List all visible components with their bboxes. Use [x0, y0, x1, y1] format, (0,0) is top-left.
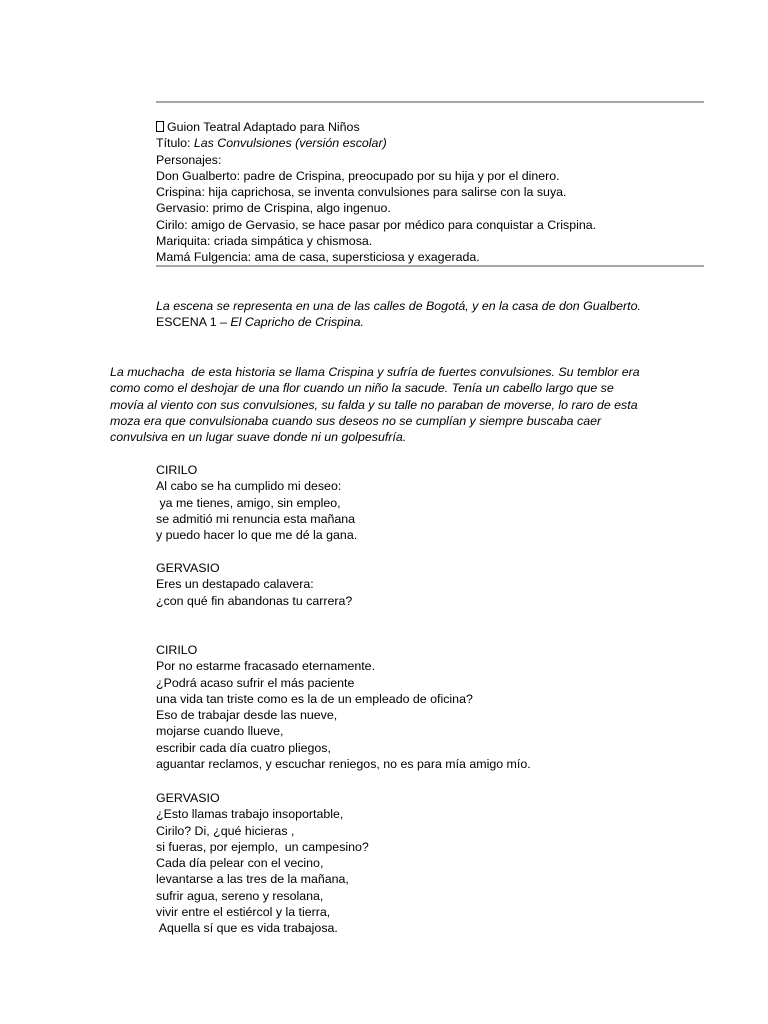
narration-line: como como el deshojar de una flor cuando un niño la sacude. Tenía un cabello largo que se — [110, 381, 614, 396]
dialogue-line: ya me tienes, amigo, sin empleo, — [156, 495, 341, 510]
dialogue-line: si fueras, por ejemplo, un campesino? — [156, 839, 369, 854]
dialogue-line: ¿Esto llamas trabajo insoportable, — [156, 807, 344, 822]
scene-block — [156, 298, 641, 331]
doc-title: Guion Teatral Adaptado para Niños — [156, 119, 596, 135]
narration-line: movía al viento con sus convulsiones, su falda y su talle no paraban de moverse, lo raro de esta — [110, 397, 638, 412]
dialogue-line: ¿Podrá acaso sufrir el más paciente — [156, 675, 355, 690]
narration-line: La muchacha de esta historia se llama Crispina y sufría de fuertes convulsiones. Su temblor era — [110, 365, 640, 379]
dialogue-cirilo-2 — [156, 642, 531, 772]
character-item: Don Gualberto: padre de Crispina, preocupado por su hija y por el dinero. — [156, 168, 560, 183]
dialogue-line: Cada día pelear con el vecino, — [156, 856, 324, 871]
scene-heading: ESCENA 1 – El Capricho de Crispina. — [156, 315, 364, 330]
dialogue-line: Por no estarme fracasado eternamente. — [156, 659, 376, 674]
header-block — [156, 119, 596, 266]
dialogue-line: aguantar reclamos, y escuchar reniegos, no es para mía amigo mío. — [156, 757, 531, 772]
dialogue-line: Al cabo se ha cumplido mi deseo: — [156, 479, 342, 494]
dialogue-line: levantarse a las tres de la mañana, — [156, 872, 349, 887]
titulo-value: Las Convulsiones (versión escolar) — [193, 136, 387, 151]
titulo-line: Título: Las Convulsiones (versión escolar) — [156, 136, 387, 151]
dialogue-line: vivir entre el estiércol y la tierra, — [156, 905, 331, 920]
scene-title: El Capricho de Crispina. — [230, 315, 364, 330]
narration-block — [110, 364, 640, 445]
speaker-name: GERVASIO — [156, 561, 220, 575]
character-item: Crispina: hija caprichosa, se inventa convulsiones para salirse con la suya. — [156, 185, 567, 200]
dialogue-line: Aquella sí que es vida trabajosa. — [156, 921, 338, 936]
character-item: Mariquita: criada simpática y chismosa. — [156, 234, 373, 249]
dialogue-line: Eres un destapado calavera: — [156, 577, 314, 592]
speaker-name: GERVASIO — [156, 791, 220, 805]
dialogue-line: Cirilo? Di, ¿qué hicieras , — [156, 823, 295, 838]
dialogue-line: se admitió mi renuncia esta mañana — [156, 511, 356, 526]
dialogue-line: y puedo hacer lo que me dé la gana. — [156, 528, 358, 543]
dialogue-line: escribir cada día cuatro pliegos, — [156, 740, 331, 755]
speaker-name: CIRILO — [156, 463, 198, 477]
dialogue-cirilo-1 — [156, 462, 357, 543]
dialogue-gervasio-2 — [156, 790, 369, 937]
character-item: Cirilo: amigo de Gervasio, se hace pasar por médico para conquistar a Crispina. — [156, 217, 597, 232]
bottom-rule — [156, 265, 704, 267]
dialogue-line: sufrir agua, sereno y resolana, — [156, 888, 324, 903]
personajes-label: Personajes: — [156, 152, 222, 167]
top-rule — [156, 101, 704, 103]
dialogue-line: una vida tan triste como es la de un empleado de oficina? — [156, 691, 473, 706]
character-item: Gervasio: primo de Crispina, algo ingenuo. — [156, 201, 391, 216]
missing-glyph-icon — [156, 121, 164, 132]
character-item: Mamá Fulgencia: ama de casa, supersticiosa y exagerada. — [156, 250, 480, 265]
speaker-name: CIRILO — [156, 643, 198, 657]
dialogue-line: ¿con qué fin abandonas tu carrera? — [156, 593, 353, 608]
narration-line: moza era que convulsionaba cuando sus deseos no se cumplían y siempre buscaba caer — [110, 413, 602, 428]
dialogue-line: Eso de trabajar desde las nueve, — [156, 708, 338, 723]
scene-setting: La escena se representa en una de las calles de Bogotá, y en la casa de don Gualberto. — [156, 299, 641, 313]
narration-line: convulsiva en un lugar suave donde ni un golpesufría. — [110, 430, 407, 445]
dialogue-gervasio-1 — [156, 560, 352, 609]
dialogue-line: mojarse cuando llueve, — [156, 724, 284, 739]
